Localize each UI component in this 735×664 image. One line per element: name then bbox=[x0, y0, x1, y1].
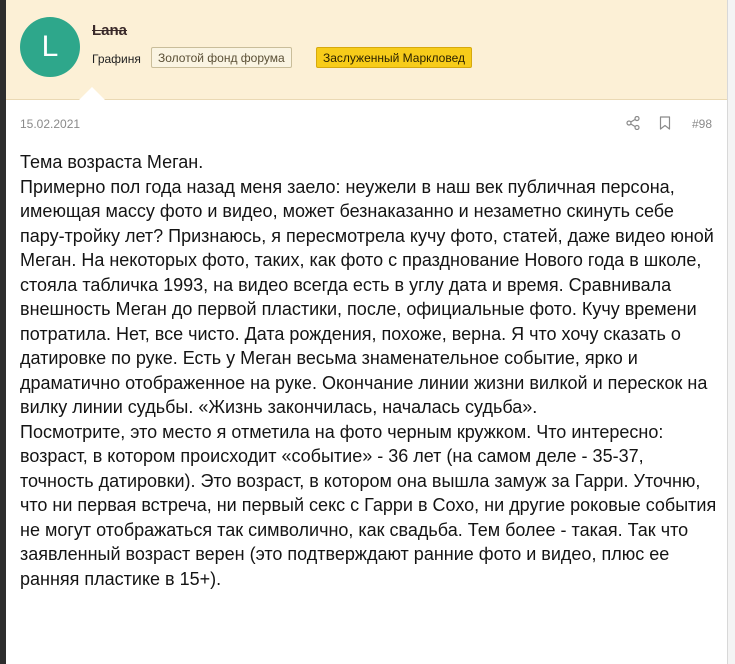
user-title: Графиня bbox=[92, 52, 141, 66]
user-banner-honored: Заслуженный Маркловед bbox=[316, 47, 472, 68]
post-paragraph: Посмотрите, это место я отметила на фото черным кружком. Что интересно: возраст, в котором происходит «событие» - 36 лет (на самом деле - 35-37, точность датировки). Это возраст, в котором она вышла замуж за Гарри. Уточню, что ни первая встреча, ни первый секс с Гарри в Сохо, ни другие роковые события не могут отображаться так символично, как свадьба. Тем более - такая. Так что заявленный возраст верен (это подтверждают ранние фото и видео, плюс ее ранняя пластике в 15+). bbox=[20, 421, 717, 589]
avatar[interactable]: L bbox=[20, 17, 80, 77]
post-user-header bbox=[6, 0, 727, 100]
post-paragraph: Примерно пол года назад меня заело: неужели в наш век публичная персона, имеющая массу фото и видео, может безнаказанно и незаметно скинуть себе пару-тройку лет? Признаюсь, я пересмотрела кучу фото, статей, даже видео юной Меган. На некоторых фото, таких, как фото с празднование Нового года в школе, стояла табличка 1993, на видео всегда есть в углу дата и время. Сравнивала внешность Меган до первой пластики, после, официальные фото. Кучу времени потратила. Нет, все чисто. Дата рождения, похоже, верна. Я что хочу сказать о датировке по руке. Есть у Меган весьма знаменательное событие, ярко и драматично отображенное на руке. Окончание линии жизни вилкой и перескок на вилку линии судьбы. «Жизнь закончилась, началась судьба». bbox=[20, 176, 714, 417]
bookmark-icon[interactable] bbox=[659, 116, 671, 130]
post-number-link[interactable]: #98 bbox=[692, 117, 713, 131]
post-meta-row bbox=[6, 100, 727, 140]
header-pointer-arrow bbox=[79, 87, 105, 100]
post-paragraph: Тема возраста Меган. bbox=[20, 152, 204, 172]
forum-post bbox=[6, 0, 728, 664]
share-icon[interactable] bbox=[626, 116, 640, 130]
window-edge bbox=[728, 0, 735, 664]
post-body bbox=[20, 150, 720, 591]
post-date-link[interactable]: 15.02.2021 bbox=[20, 117, 81, 131]
user-banner-gold-fund: Золотой фонд форума bbox=[151, 47, 292, 68]
username-link[interactable]: Lana bbox=[92, 22, 128, 39]
